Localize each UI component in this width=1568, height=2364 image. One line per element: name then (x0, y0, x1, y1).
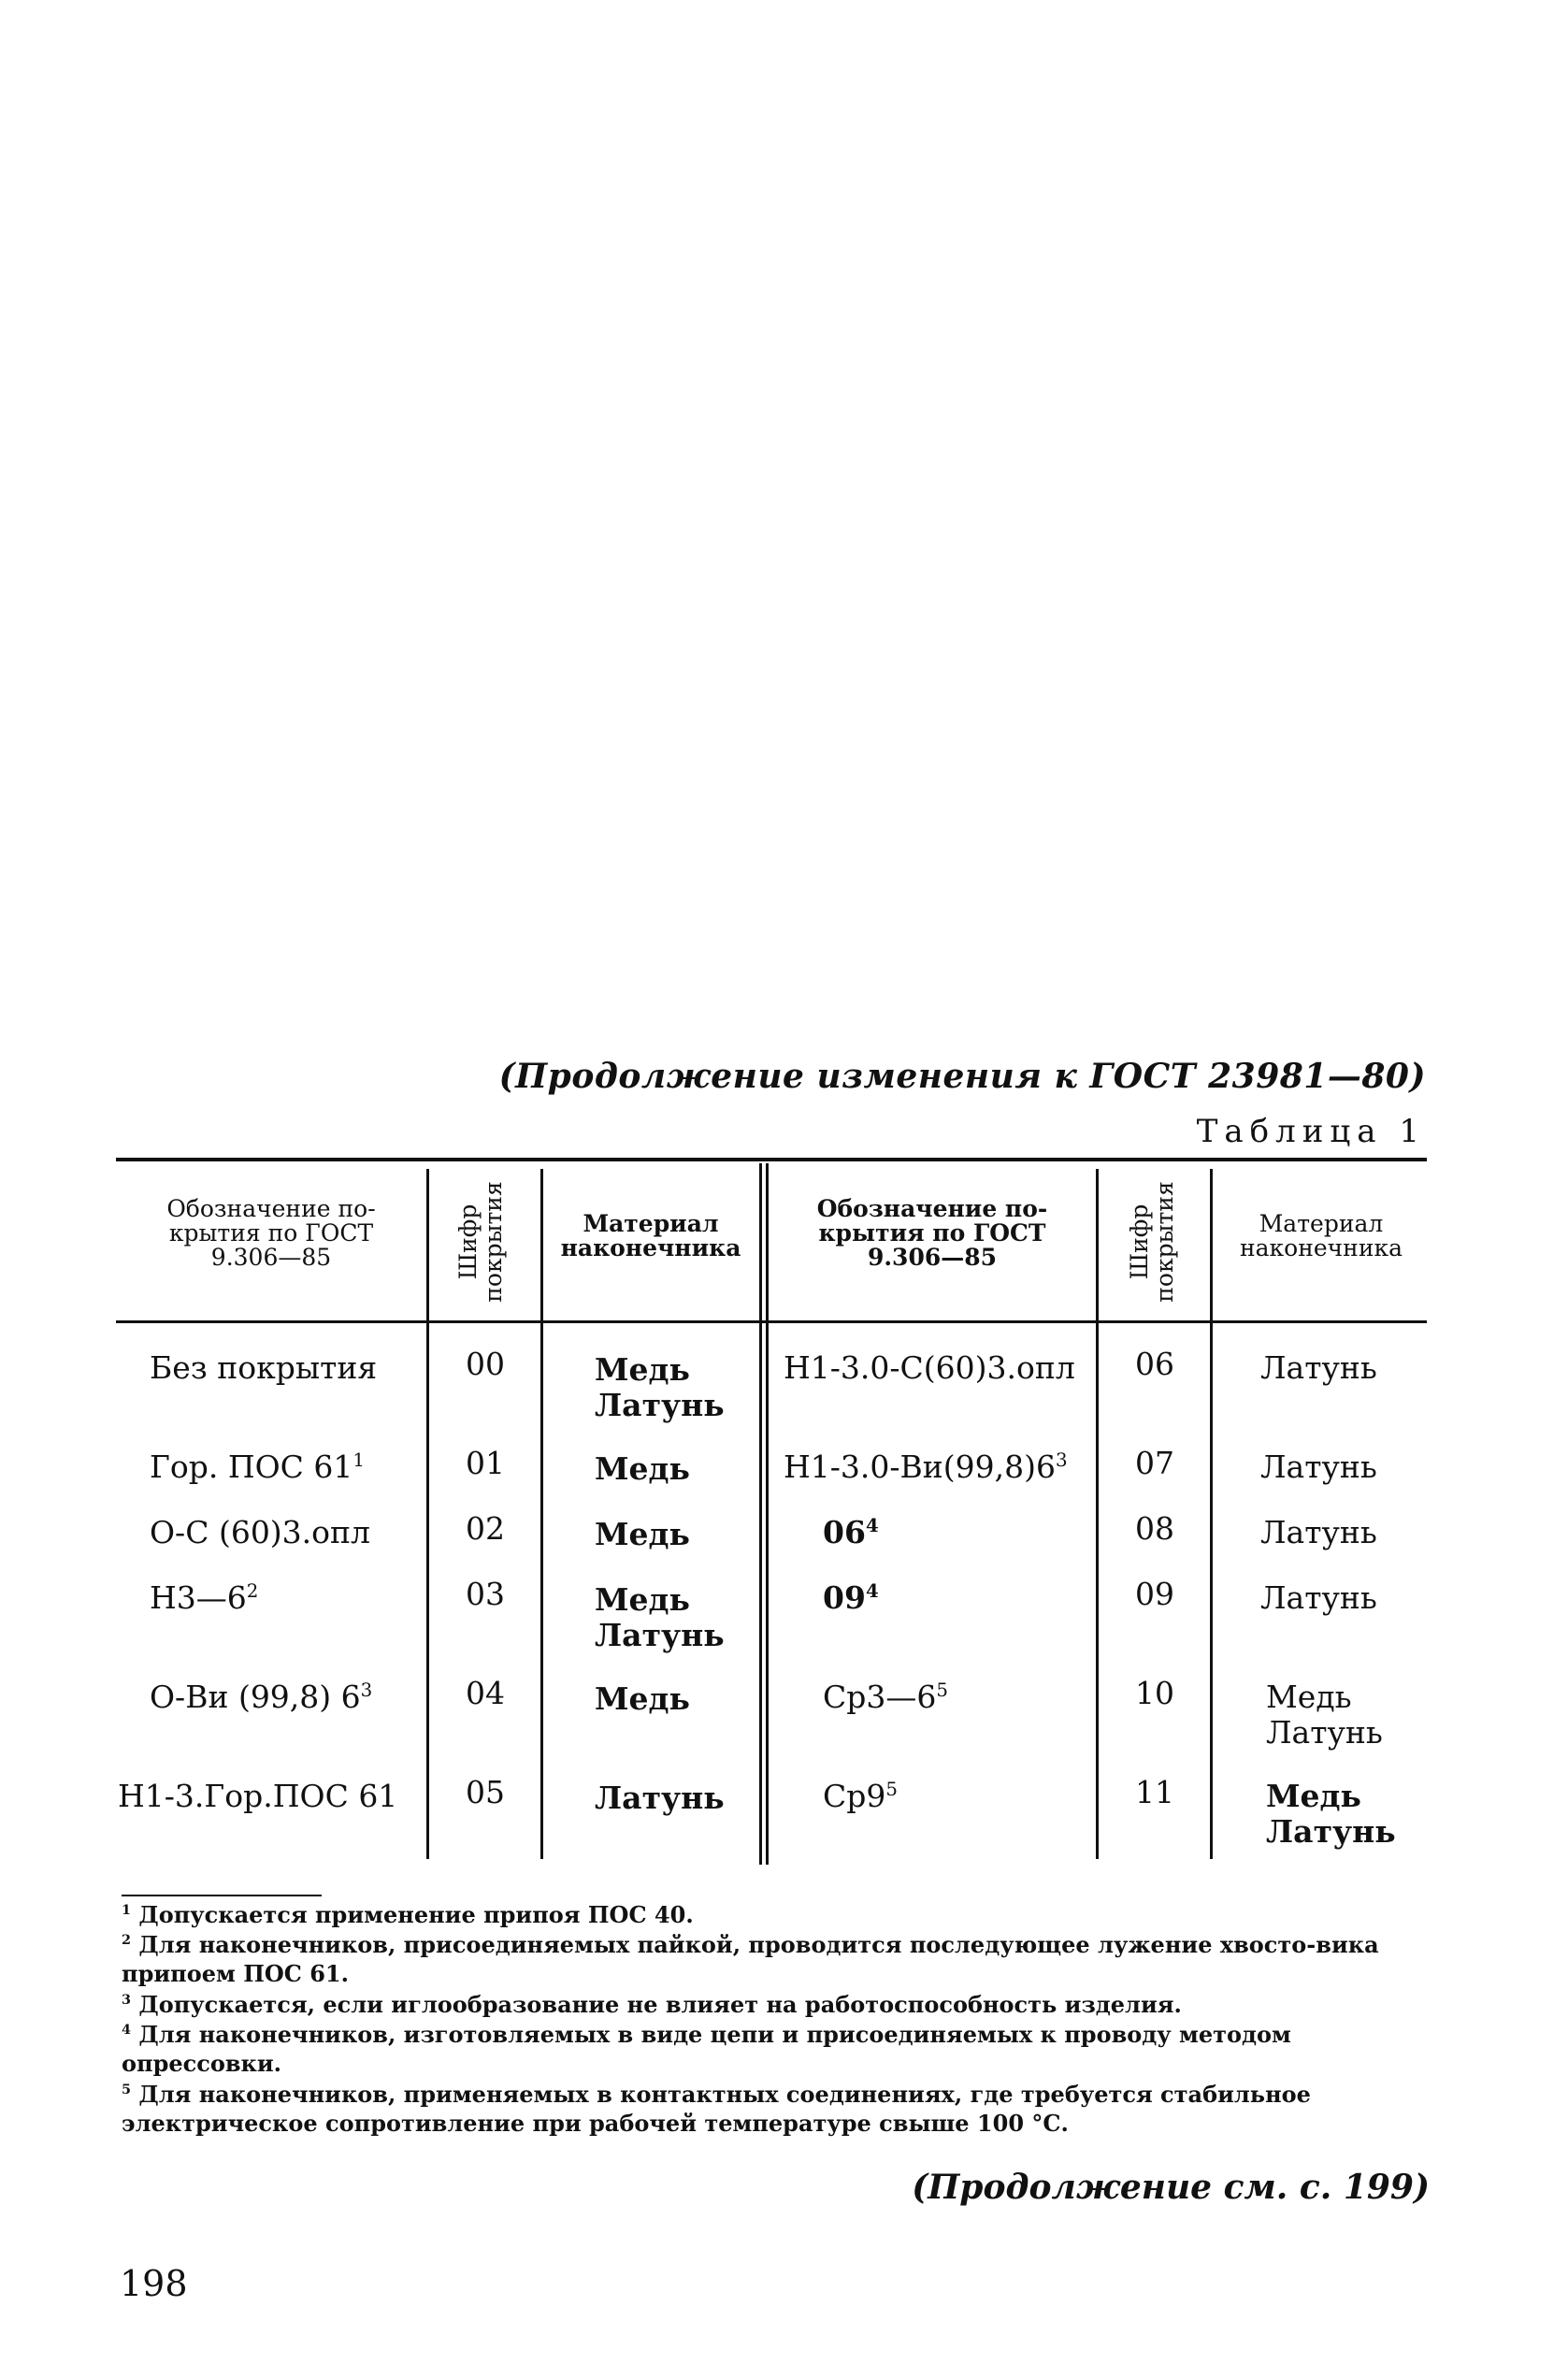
cell-line: Медь (595, 1516, 690, 1552)
header-line: Шифр (1126, 1204, 1153, 1280)
footnote-mark: 2 (122, 1932, 132, 1948)
footnote-text: Для наконечников, применяемых в контактных соединениях, где требуется стабильное электрическое сопротивление при рабочей температуре свыше 100 °С. (122, 2081, 1311, 2137)
header-line: покрытия (480, 1181, 507, 1303)
footnote-text: Допускается, если иглообразование не влияет на работоспособность изделия. (138, 1991, 1182, 2018)
row1-designation-right (784, 1350, 1075, 1386)
row3-material-right (1260, 1515, 1377, 1550)
row6-designation-left (118, 1779, 397, 1814)
footnote-mark: 5 (122, 2082, 132, 2097)
footnote-ref: 2 (246, 1580, 259, 1602)
row4-code-left: 03 (466, 1576, 505, 1612)
cell-line: Латунь (1266, 1714, 1383, 1751)
footnote-ref: 5 (936, 1679, 948, 1701)
row5-material-right (1266, 1679, 1383, 1751)
cell-text: 09 (823, 1579, 866, 1616)
header-right-designation (772, 1197, 1092, 1270)
header-left-designation (131, 1197, 411, 1270)
col-divider-3b (766, 1163, 769, 1865)
row4-material-right (1260, 1580, 1377, 1616)
row5-designation-left (150, 1679, 372, 1715)
row2-code-left: 01 (466, 1445, 505, 1481)
footnote-ref: 3 (360, 1679, 373, 1701)
footnote-mark: 3 (122, 1992, 132, 2008)
cell-text: Н1-3.Гор.ПОС 61 (118, 1778, 398, 1814)
header-line: 9.306—85 (210, 1244, 332, 1271)
row1-code-right: 06 (1135, 1346, 1174, 1382)
footnote-ref: 5 (885, 1779, 898, 1800)
cell-line: Латунь (1260, 1449, 1377, 1485)
cell-line: Медь (595, 1581, 690, 1618)
header-line: наконечника (560, 1234, 741, 1261)
footnote-text: Для наконечников, изготовляемых в виде цепи и присоединяемых к проводу методом опрессовки. (122, 2021, 1291, 2077)
page-heading: (Продолжение изменения к ГОСТ 23981—80) (498, 1057, 1426, 1096)
cell-line: Медь (1266, 1679, 1352, 1715)
cell-text: Н1-3.0-Ви(99,8)6 (784, 1449, 1057, 1485)
row2-material-right (1260, 1449, 1377, 1485)
cell-line: Медь (595, 1450, 690, 1487)
footnote-rule (122, 1895, 322, 1896)
row1-code-left: 00 (466, 1346, 505, 1382)
footnote-3 (122, 1990, 1431, 2019)
cell-line: Латунь (595, 1617, 725, 1653)
header-line: наконечника (1239, 1234, 1403, 1261)
row6-designation-right (823, 1779, 898, 1814)
header-right-code (1127, 1172, 1179, 1312)
col-divider-2 (540, 1169, 543, 1859)
row5-material-left (595, 1681, 690, 1717)
row3-designation-right (823, 1515, 879, 1550)
header-line: крытия по ГОСТ (168, 1219, 374, 1247)
cell-line: Латунь (1260, 1514, 1377, 1550)
header-line: Материал (1259, 1210, 1384, 1237)
footnote-2 (122, 1930, 1431, 1988)
table-header-rule (116, 1320, 1427, 1323)
row2-designation-right (784, 1449, 1068, 1485)
col-divider-1 (426, 1169, 429, 1859)
footnote-5 (122, 2080, 1431, 2138)
cell-text: Н1-3.0-С(60)3.опл (784, 1349, 1075, 1386)
row3-code-left: 02 (466, 1510, 505, 1547)
page-number: 198 (120, 2263, 188, 2304)
cell-line: Медь (1266, 1778, 1361, 1814)
row6-material-left (595, 1780, 725, 1816)
row2-designation-left (150, 1449, 365, 1485)
row6-material-right (1266, 1779, 1396, 1850)
row4-code-right: 09 (1135, 1576, 1174, 1612)
row4-designation-left (150, 1580, 258, 1616)
cell-text: Ср9 (823, 1778, 886, 1814)
col-divider-3a (759, 1163, 762, 1865)
row5-code-left: 04 (466, 1675, 505, 1711)
header-line: Обозначение по- (816, 1195, 1048, 1222)
header-left-code (455, 1172, 508, 1312)
header-line: крытия по ГОСТ (818, 1219, 1046, 1247)
header-line: покрытия (1151, 1181, 1178, 1303)
row4-designation-right (823, 1580, 879, 1616)
row1-material-left (595, 1352, 725, 1423)
row1-designation-left (150, 1350, 377, 1386)
row3-designation-left (150, 1515, 370, 1550)
header-line: Шифр (454, 1204, 482, 1280)
cell-text: Гор. ПОС 61 (150, 1449, 353, 1485)
row5-designation-right (823, 1679, 948, 1715)
cell-text: Н3—6 (150, 1579, 247, 1616)
row4-material-left (595, 1582, 725, 1653)
row6-code-left: 05 (466, 1774, 505, 1810)
cell-line: Латунь (1260, 1349, 1377, 1386)
row6-code-right: 11 (1135, 1774, 1174, 1810)
footnote-mark: 4 (122, 2022, 132, 2038)
header-line: Материал (583, 1210, 719, 1237)
footnote-1 (122, 1900, 1431, 1929)
col-divider-4 (1096, 1169, 1099, 1859)
cell-line: Латунь (595, 1387, 725, 1423)
header-left-material (544, 1212, 757, 1261)
header-line: Обозначение по- (166, 1195, 376, 1222)
cell-text: Без покрытия (150, 1349, 378, 1386)
cell-line: Латунь (595, 1780, 725, 1816)
cell-line: Латунь (1260, 1579, 1377, 1616)
row1-material-right (1260, 1350, 1377, 1386)
row2-material-left (595, 1451, 690, 1487)
footnote-ref: 3 (1056, 1449, 1068, 1471)
row5-code-right: 10 (1135, 1675, 1174, 1711)
footnote-mark: 1 (122, 1902, 132, 1918)
row3-code-right: 08 (1135, 1510, 1174, 1547)
footnote-ref: 1 (352, 1449, 365, 1471)
footnote-ref: 4 (865, 1514, 879, 1536)
footnote-ref: 4 (865, 1579, 879, 1602)
col-divider-5 (1210, 1169, 1213, 1859)
footnote-4 (122, 2020, 1431, 2078)
header-right-material (1216, 1212, 1427, 1261)
table-top-rule (116, 1158, 1427, 1161)
header-line: 9.306—85 (867, 1244, 998, 1271)
cell-text: О-С (60)3.опл (150, 1514, 370, 1550)
continuation-note: (Продолжение см. с. 199) (912, 2168, 1430, 2207)
table-label: Таблица 1 (1196, 1113, 1426, 1150)
cell-line: Медь (595, 1680, 690, 1717)
row2-code-right: 07 (1135, 1445, 1174, 1481)
footnote-text: Допускается применение припоя ПОС 40. (138, 1901, 694, 1928)
cell-line: Медь (595, 1351, 690, 1388)
row3-material-left (595, 1517, 690, 1552)
cell-text: О-Ви (99,8) 6 (150, 1679, 361, 1715)
cell-line: Латунь (1266, 1813, 1396, 1850)
footnote-text: Для наконечников, присоединяемых пайкой, проводится последующее лужение хвосто-вика припоем ПОС 61. (122, 1931, 1379, 1987)
cell-text: Ср3—6 (823, 1679, 937, 1715)
cell-text: 06 (823, 1514, 866, 1550)
